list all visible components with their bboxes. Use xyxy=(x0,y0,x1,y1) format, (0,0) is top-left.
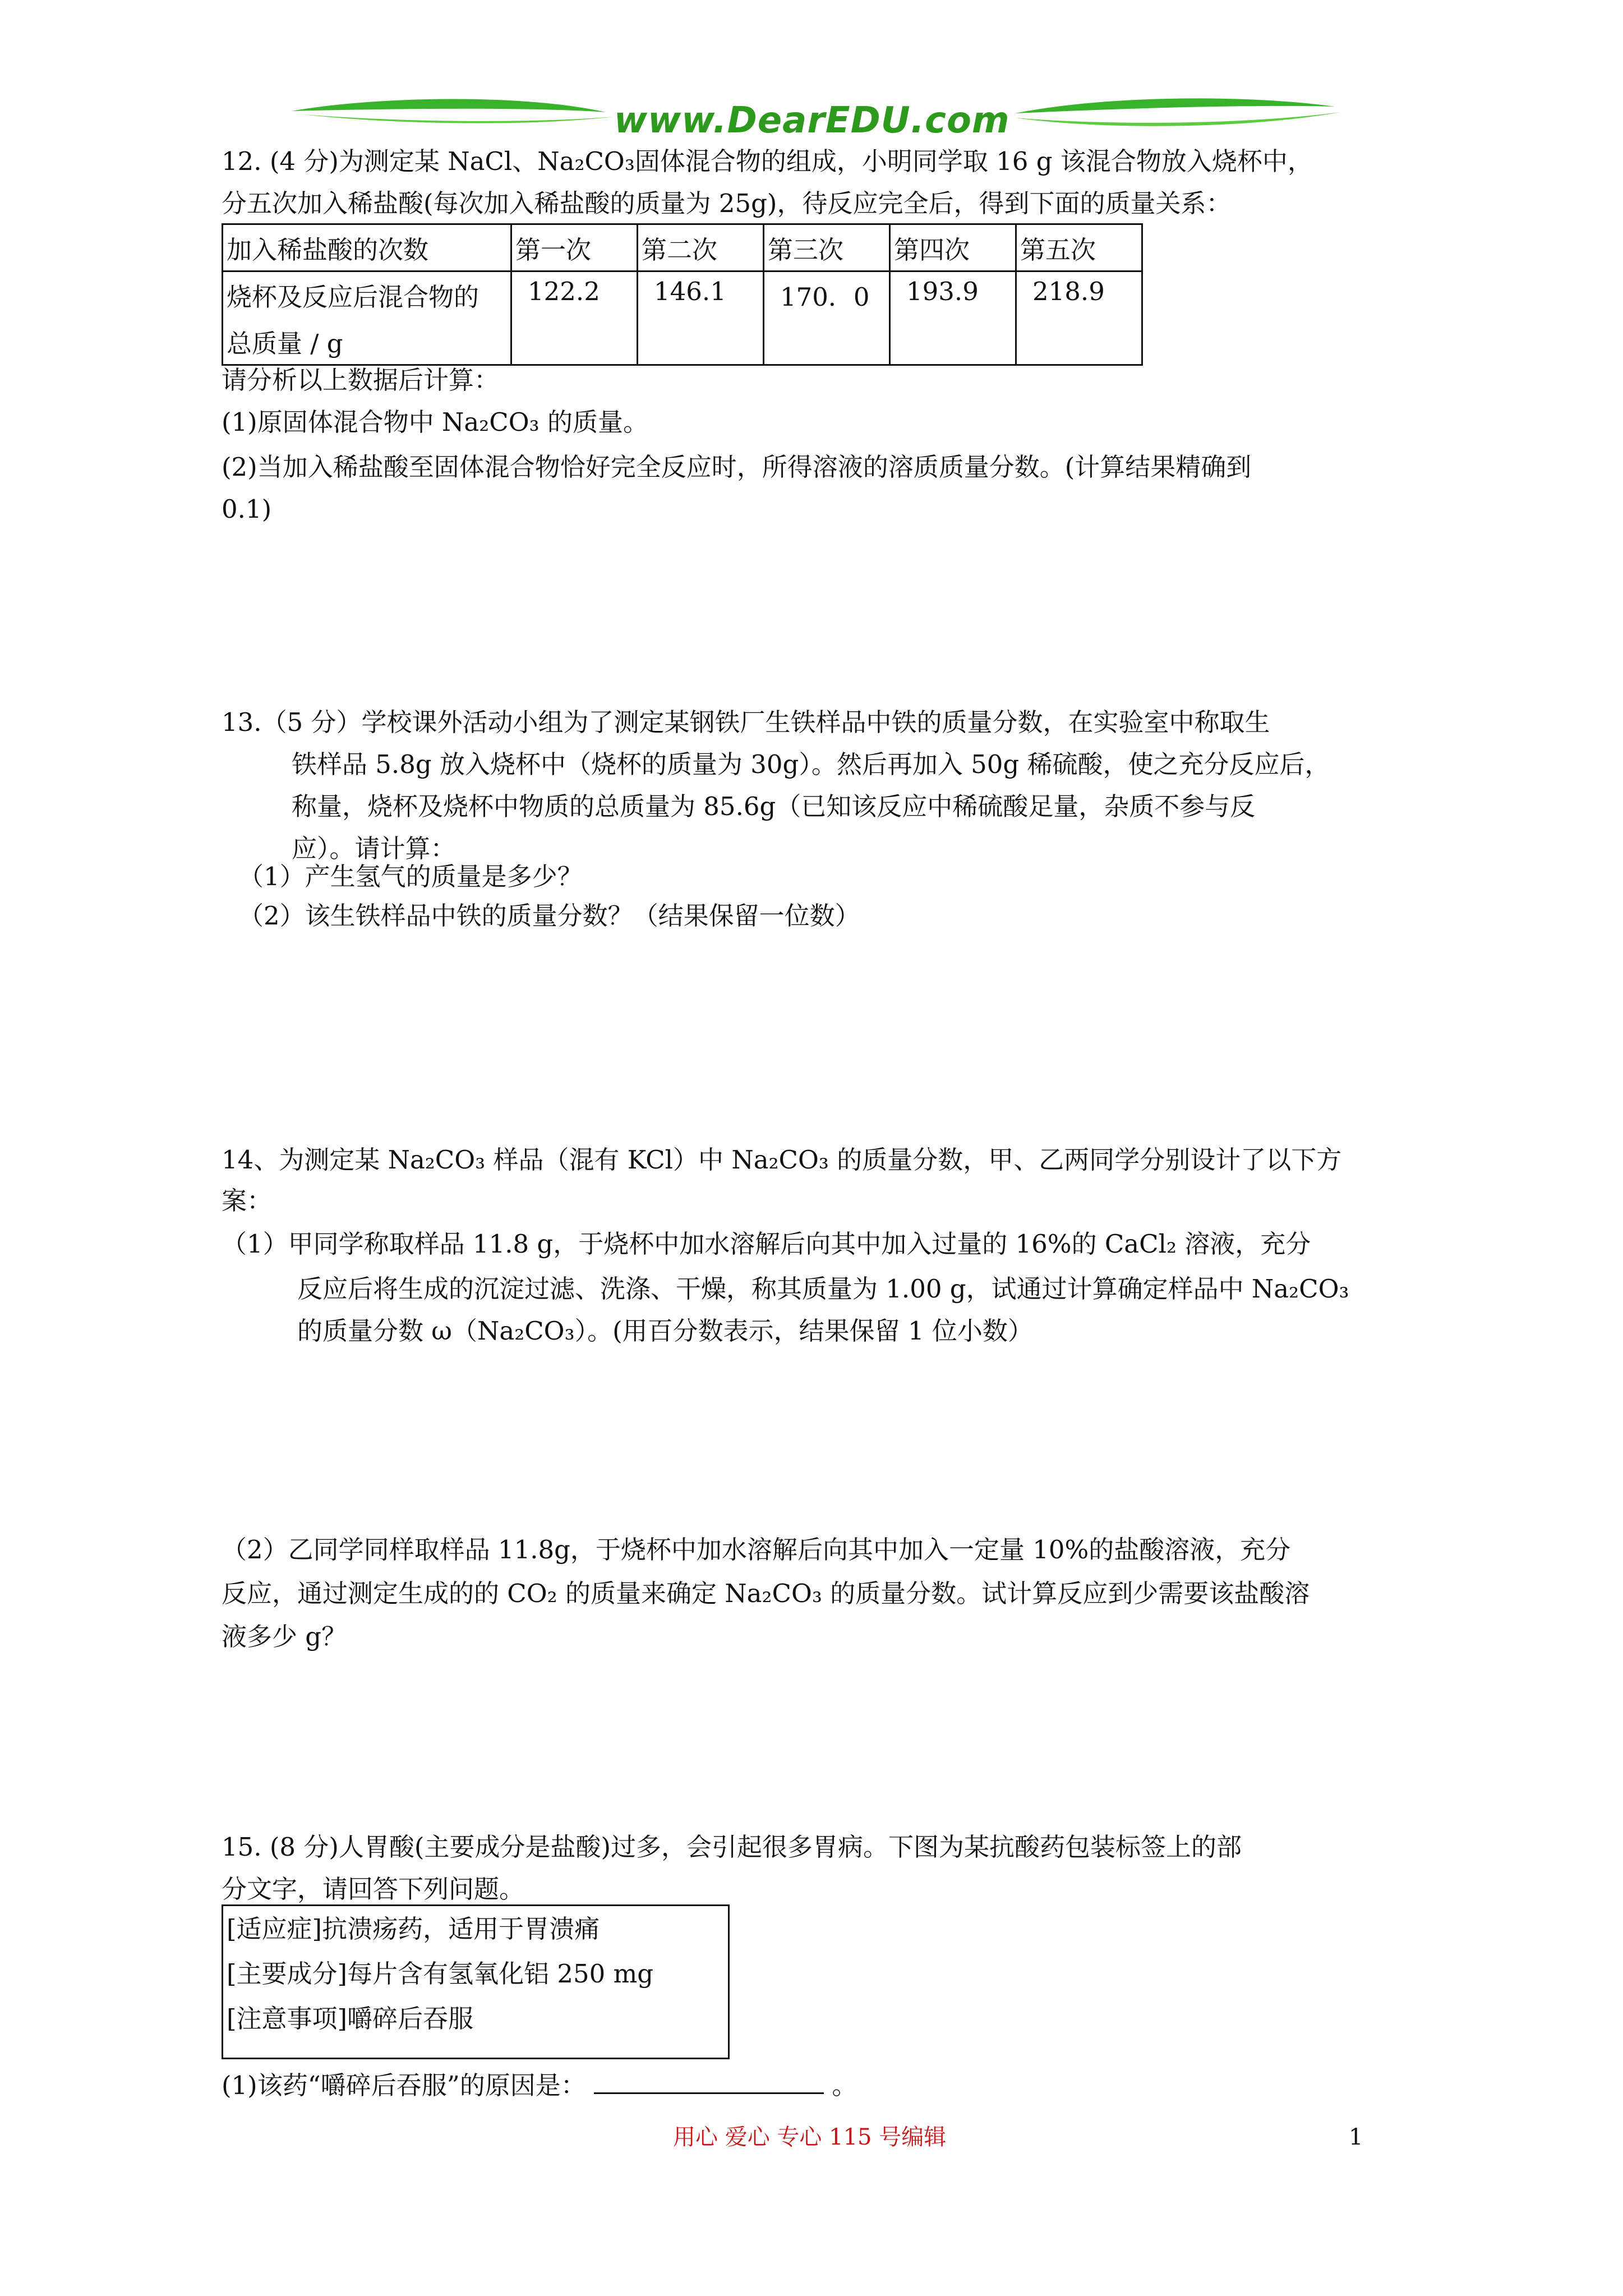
table-cell: 122.2 xyxy=(511,272,638,365)
q15-line2: 分文字，请回答下列问题。 xyxy=(222,1874,525,1904)
table-header-cell: 第五次 xyxy=(1016,224,1142,272)
table-header-row xyxy=(223,224,1142,272)
table-row-label xyxy=(223,272,511,365)
table-row xyxy=(223,272,1142,365)
q12-data-table xyxy=(222,223,1143,366)
q14-line2: 案： xyxy=(222,1186,273,1216)
answer-blank xyxy=(594,2092,824,2094)
label-ingredients: [主要成分]每片含有氢氧化铝 250 mg xyxy=(227,1959,654,1989)
table-header-cell: 第四次 xyxy=(890,224,1016,272)
footer-text: 用心 爱心 专心 115 号编辑 xyxy=(673,2124,947,2150)
q14-sub2-line2: 反应，通过测定生成的的 CO₂ 的质量来确定 Na₂CO₃ 的质量分数。试计算反应到少需要该盐酸溶 xyxy=(222,1579,1310,1608)
table-cell: 193.9 xyxy=(890,272,1016,365)
label-precautions: [注意事项]嚼碎后吞服 xyxy=(227,2004,474,2033)
page-number: 1 xyxy=(1349,2124,1363,2150)
q14-sub1-line3: 的质量分数 ω（Na₂CO₃）。(用百分数表示，结果保留 1 位小数） xyxy=(297,1316,1033,1346)
q15-line1: 15. (8 分)人胃酸(主要成分是盐酸)过多，会引起很多胃病。下图为某抗酸药包装标签上的部 xyxy=(222,1832,1242,1862)
q12-line1: 12. (4 分)为测定某 NaCl、Na₂CO₃固体混合物的组成，小明同学取 16 g 该混合物放入烧杯中， xyxy=(222,146,1313,176)
q14-sub2-line1: （2）乙同学同样取样品 11.8g，于烧杯中加水溶解后向其中加入一定量 10%的盐酸溶液，充分 xyxy=(222,1535,1291,1565)
q12-line2: 分五次加入稀盐酸(每次加入稀盐酸的质量为 25g)，待反应完全后，得到下面的质量关系： xyxy=(222,188,1232,218)
label-indication: [适应症]抗溃疡药，适用于胃溃痛 xyxy=(227,1914,600,1944)
q12-prompt: 请分析以上数据后计算： xyxy=(222,365,500,395)
logo-text: www.DearEDU.com xyxy=(614,100,1010,141)
table-header-cell: 加入稀盐酸的次数 xyxy=(223,224,511,272)
q15-sub1 xyxy=(222,2070,857,2100)
q14-line1: 14、为测定某 Na₂CO₃ 样品（混有 KCl）中 Na₂CO₃ 的质量分数，甲、乙两同学分别设计了以下方 xyxy=(222,1145,1342,1175)
q15-sub1-end: 。 xyxy=(832,2070,857,2100)
table-cell: 146.1 xyxy=(638,272,764,365)
q13-line2: 铁样品 5.8g 放入烧杯中（烧杯的质量为 30g）。然后再加入 50g 稀硫酸，使之充分反应后， xyxy=(292,749,1330,779)
q15-sub1-text: (1)该药“嚼碎后吞服”的原因是： xyxy=(222,2070,586,2100)
q13-line3: 称量，烧杯及烧杯中物质的总质量为 85.6g（已知该反应中稀硫酸足量，杂质不参与反 xyxy=(292,792,1256,821)
table-cell: 170．0 xyxy=(764,272,890,365)
row-label-line1: 烧杯及反应后混合物的 xyxy=(227,282,479,312)
medicine-label-box xyxy=(222,1904,730,2059)
q13-sub1: （1）产生氢气的质量是多少？ xyxy=(238,862,583,891)
q14-sub1-line1: （1）甲同学称取样品 11.8 g，于烧杯中加水溶解后向其中加入过量的 16%的 CaCl₂ 溶液，充分 xyxy=(222,1229,1311,1259)
q12-sub2-line1: (2)当加入稀盐酸至固体混合物恰好完全反应时，所得溶液的溶质质量分数。(计算结果精确到 xyxy=(222,452,1252,482)
q13-line4: 应）。请计算： xyxy=(292,834,456,863)
q14-sub1-line2: 反应后将生成的沉淀过滤、洗涤、干燥，称其质量为 1.00 g，试通过计算确定样品中 Na₂CO₃ xyxy=(297,1274,1349,1304)
table-header-cell: 第二次 xyxy=(638,224,764,272)
q13-line1: 13.（5 分）学校课外活动小组为了测定某钢铁厂生铁样品中铁的质量分数，在实验室中称取生 xyxy=(222,707,1270,737)
q12-sub2-line2: 0.1) xyxy=(222,494,272,524)
q12-sub1: (1)原固体混合物中 Na₂CO₃ 的质量。 xyxy=(222,407,648,437)
table-cell: 218.9 xyxy=(1016,272,1142,365)
table-header-cell: 第三次 xyxy=(764,224,890,272)
q13-sub2: （2）该生铁样品中铁的质量分数？（结果保留一位数） xyxy=(238,901,860,931)
row-label-line2: 总质量 / g xyxy=(227,329,343,358)
q14-sub2-line3: 液多少 g？ xyxy=(222,1622,347,1651)
table-header-cell: 第一次 xyxy=(511,224,638,272)
